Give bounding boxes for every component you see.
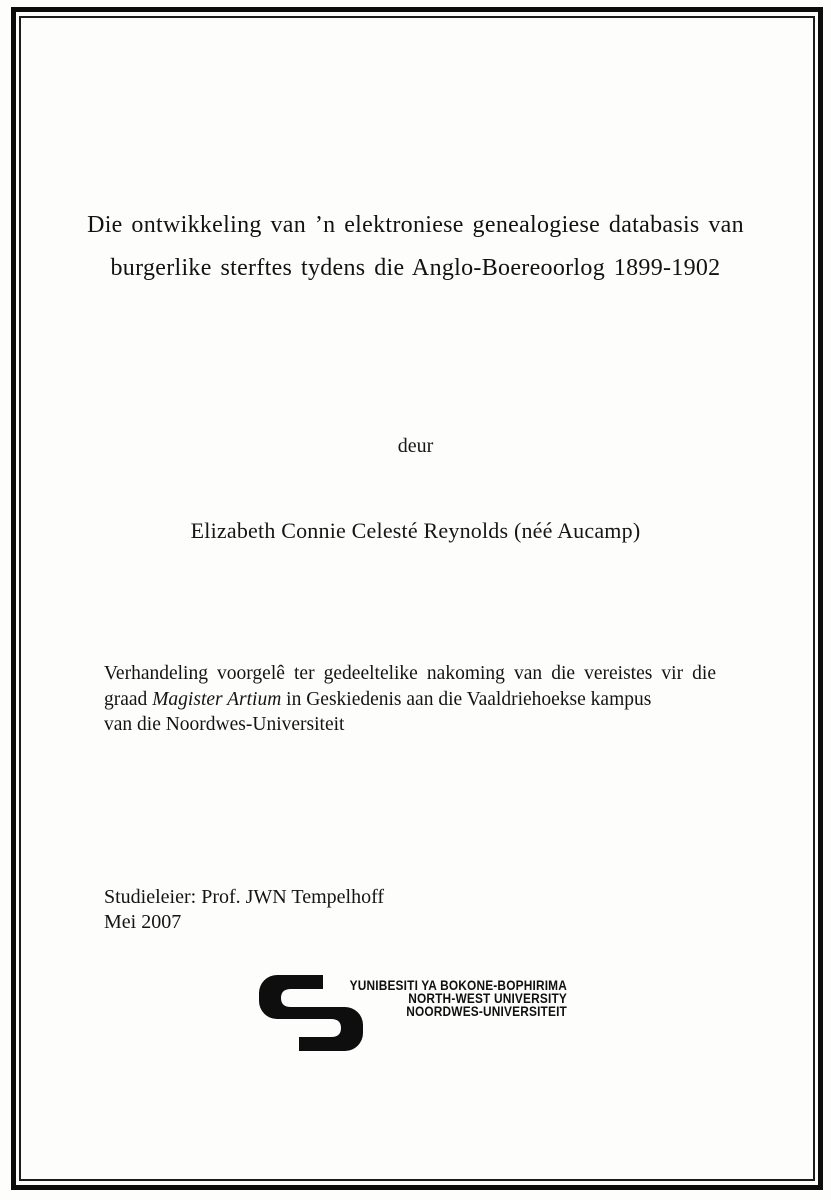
byline-deur: deur: [397, 435, 434, 457]
degree-statement-line-1: Verhandeling voorgelê ter gedeeltelike nakoming van die vereistes vir die: [104, 663, 716, 684]
university-name-english: NORTH-WEST UNIVERSITY: [408, 991, 567, 1007]
thesis-title-line-1: Die ontwikkeling van ’n elektroniese genealogiese databasis van: [87, 212, 744, 238]
degree-statement-line-3: van die Noordwes-Universiteit: [104, 714, 345, 735]
date-line: Mei 2007: [104, 910, 182, 933]
degree-name-italic: Magister Artium: [152, 688, 282, 710]
supervisor-line: Studieleier: Prof. JWN Tempelhoff: [104, 886, 385, 908]
thesis-title-line-2: burgerlike sterftes tydens die Anglo-Boereoorlog 1899-1902: [110, 255, 721, 281]
university-name-afrikaans: NOORDWES-UNIVERSITEIT: [406, 1004, 567, 1020]
author-name: Elizabeth Connie Celesté Reynolds (néé Aucamp): [190, 518, 641, 543]
degree-statement: [104, 661, 716, 738]
supervisor-block: [104, 885, 384, 934]
university-name-block: [288, 979, 567, 1019]
university-name-setswana: YUNIBESITI YA BOKONE-BOPHIRIMA: [349, 978, 567, 993]
degree-statement-line-2: graad Magister Artium in Geskiedenis aan die Vaaldriehoekse kampus: [104, 688, 652, 710]
